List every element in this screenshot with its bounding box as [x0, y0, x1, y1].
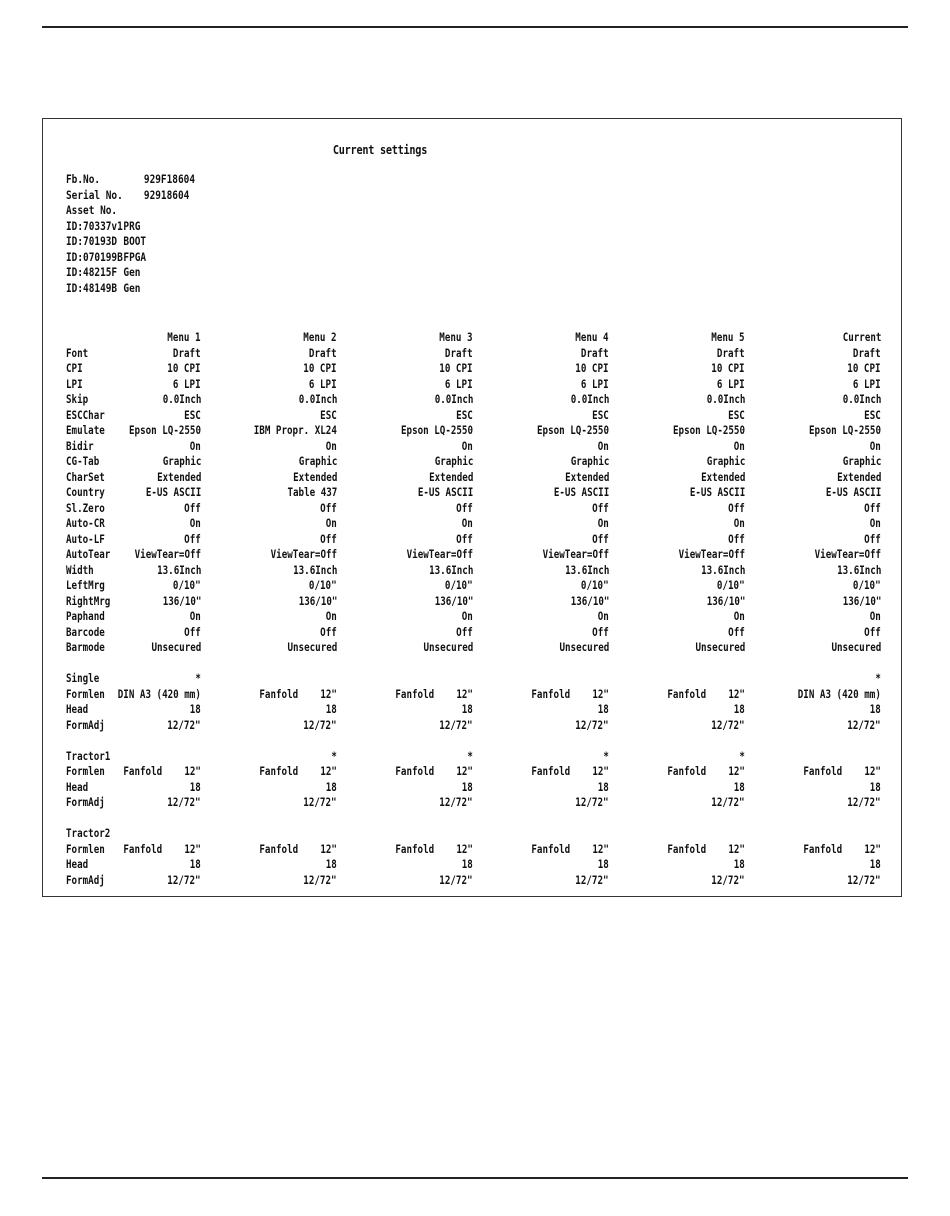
cell-value: 12/72": [711, 872, 745, 887]
group-row: [66, 764, 881, 780]
cell-value: 136/10": [570, 593, 609, 608]
group-header-row: [66, 826, 881, 842]
cell-value: 18: [189, 857, 201, 871]
setting-row: [66, 423, 881, 439]
setting-row: [66, 516, 881, 532]
cell-value: Graphic: [434, 454, 473, 468]
row-label: Formlen: [66, 841, 105, 856]
cell-value: Epson LQ-2550: [808, 423, 881, 437]
group-row: [66, 842, 881, 858]
row-label: Paphand: [66, 609, 105, 623]
row-label: Auto-LF: [66, 531, 105, 546]
cell-value: 0.0Inch: [570, 392, 609, 406]
setting-row: [66, 392, 881, 408]
info-line: [66, 188, 195, 204]
cell-value: Menu 3: [439, 330, 473, 344]
group-row: [66, 718, 881, 734]
cell-value: 12/72": [575, 717, 609, 732]
cell-value: E-US ASCII: [825, 485, 881, 499]
cell-value: Graphic: [842, 454, 881, 468]
cell-value: *: [467, 748, 473, 763]
cell-value: Table 437: [287, 485, 337, 499]
row-label: CG-Tab: [66, 454, 100, 468]
setting-row: [66, 625, 881, 641]
cell-value: Off: [456, 531, 473, 546]
cell-value: Menu 2: [303, 330, 337, 344]
cell-value: Off: [864, 500, 881, 515]
cell-value: 12/72": [439, 795, 473, 809]
cell-value: 10 CPI: [439, 361, 473, 375]
cell-value: ESC: [864, 407, 881, 422]
cell-value: 18: [325, 857, 337, 871]
group-row: [66, 795, 881, 811]
row-label: Country: [66, 485, 105, 499]
row-label: LPI: [66, 376, 83, 391]
cell-value: Unsecured: [695, 640, 745, 654]
cell-value: 0/10": [173, 578, 201, 592]
cell-value: Extended: [836, 469, 881, 484]
cell-value: 18: [733, 857, 745, 871]
row-label: Barmode: [66, 640, 105, 654]
cell-value: 18: [733, 702, 745, 716]
cell-value: On: [189, 609, 201, 623]
row-label: Head: [66, 779, 89, 794]
row-label: FormAdj: [66, 872, 105, 887]
cell-value: Extended: [564, 469, 609, 484]
cell-value: *: [739, 748, 745, 763]
cell-value: 18: [869, 857, 881, 871]
info-value: Gen: [123, 265, 141, 279]
row-label: FormAdj: [66, 717, 105, 732]
cell-value: Fanfold 12": [803, 841, 881, 856]
cell-value: Unsecured: [831, 640, 881, 654]
cell-value: Extended: [156, 469, 201, 484]
cell-value: Epson LQ-2550: [128, 423, 201, 437]
cell-value: 10 CPI: [167, 361, 201, 375]
cell-value: Fanfold 12": [259, 764, 337, 778]
cell-value: 12/72": [303, 717, 337, 732]
group-row: [66, 873, 881, 889]
cell-value: 18: [461, 779, 473, 794]
cell-value: 18: [189, 779, 201, 794]
cell-value: On: [325, 516, 337, 530]
cell-value: 0/10": [445, 578, 473, 592]
setting-row: [66, 594, 881, 610]
row-label: Tractor1: [66, 748, 111, 763]
cell-value: 0/10": [581, 578, 609, 592]
cell-value: On: [597, 609, 609, 623]
setting-row: [66, 578, 881, 594]
cell-value: 10 CPI: [847, 361, 881, 375]
setting-row: [66, 439, 881, 455]
cell-value: Extended: [292, 469, 337, 484]
cell-value: 18: [325, 779, 337, 794]
cell-value: 13.6Inch: [564, 562, 609, 577]
cell-value: 12/72": [847, 795, 881, 809]
cell-value: On: [597, 516, 609, 530]
setting-row: [66, 470, 881, 486]
cell-value: 13.6Inch: [836, 562, 881, 577]
cell-value: 12/72": [167, 872, 201, 887]
info-label: Serial No.: [66, 187, 123, 202]
cell-value: 136/10": [162, 593, 201, 608]
cell-value: 6 LPI: [309, 376, 337, 391]
cell-value: On: [597, 438, 609, 453]
column-header-row: [66, 330, 881, 346]
cell-value: Epson LQ-2550: [672, 423, 745, 437]
row-label: CharSet: [66, 469, 105, 484]
row-label: Sl.Zero: [66, 500, 105, 515]
cell-value: 18: [733, 779, 745, 794]
cell-value: 6 LPI: [717, 376, 745, 391]
row-label: Font: [66, 345, 89, 360]
cell-value: On: [189, 516, 201, 530]
cell-value: Off: [320, 531, 337, 546]
cell-value: Graphic: [570, 454, 609, 468]
top-rule: [42, 26, 908, 28]
cell-value: *: [603, 748, 609, 763]
cell-value: ViewTear=Off: [406, 547, 473, 561]
cell-value: E-US ASCII: [417, 485, 473, 499]
cell-value: On: [325, 438, 337, 453]
bottom-rule: [42, 1177, 908, 1179]
cell-value: Off: [456, 624, 473, 639]
cell-value: 18: [461, 857, 473, 871]
cell-value: 0/10": [717, 578, 745, 592]
info-label: ID:70337v1: [66, 218, 123, 233]
cell-value: Off: [456, 500, 473, 515]
cell-value: 0.0Inch: [706, 392, 745, 406]
cell-value: 0.0Inch: [842, 392, 881, 406]
cell-value: ESC: [456, 407, 473, 422]
cell-value: ESC: [184, 407, 201, 422]
cell-value: 12/72": [303, 795, 337, 809]
cell-value: 136/10": [842, 593, 881, 608]
info-line: [66, 250, 195, 266]
info-label: Fb.No.: [66, 172, 101, 186]
cell-value: Off: [184, 531, 201, 546]
row-label: CPI: [66, 361, 83, 375]
cell-value: ESC: [320, 407, 337, 422]
setting-row: [66, 485, 881, 501]
cell-value: Draft: [717, 345, 745, 360]
page-title: Current settings: [332, 143, 428, 157]
cell-value: 18: [869, 702, 881, 716]
group-header-row: [66, 749, 881, 765]
cell-value: 13.6Inch: [428, 562, 473, 577]
cell-value: Graphic: [298, 454, 337, 468]
group-spacer: [66, 656, 881, 672]
cell-value: Fanfold 12": [667, 764, 745, 778]
row-label: Tractor2: [66, 826, 111, 840]
cell-value: 136/10": [298, 593, 337, 608]
cell-value: Fanfold 12": [395, 686, 473, 701]
cell-value: *: [195, 671, 201, 685]
cell-value: ViewTear=Off: [134, 547, 201, 561]
cell-value: 12/72": [711, 795, 745, 809]
cell-value: ViewTear=Off: [814, 547, 881, 561]
cell-value: Unsecured: [423, 640, 473, 654]
cell-value: DIN A3 (420 mm): [117, 686, 201, 701]
cell-value: 10 CPI: [575, 361, 609, 375]
cell-value: Unsecured: [559, 640, 609, 654]
cell-value: 13.6Inch: [292, 562, 337, 577]
row-label: Barcode: [66, 624, 105, 639]
group-row: [66, 857, 881, 873]
cell-value: 12/72": [847, 717, 881, 732]
cell-value: Off: [592, 624, 609, 639]
cell-value: 12/72": [167, 717, 201, 732]
cell-value: 18: [597, 857, 609, 871]
row-label: Head: [66, 857, 89, 871]
cell-value: 6 LPI: [173, 376, 201, 391]
cell-value: E-US ASCII: [689, 485, 745, 499]
cell-value: Off: [864, 531, 881, 546]
info-line: [66, 234, 195, 250]
setting-row: [66, 501, 881, 517]
group-row: [66, 687, 881, 703]
cell-value: 13.6Inch: [156, 562, 201, 577]
row-label: Auto-CR: [66, 516, 105, 530]
cell-value: 12/72": [439, 872, 473, 887]
cell-value: *: [875, 671, 881, 685]
cell-value: Menu 1: [167, 330, 201, 344]
cell-value: On: [869, 609, 881, 623]
info-value: Gen: [123, 280, 141, 295]
cell-value: Fanfold 12": [531, 841, 609, 856]
cell-value: DIN A3 (420 mm): [797, 686, 881, 701]
cell-value: Draft: [853, 345, 881, 360]
info-value: BOOT: [123, 234, 147, 248]
cell-value: Off: [864, 624, 881, 639]
cell-value: On: [869, 438, 881, 453]
cell-value: 18: [869, 779, 881, 794]
cell-value: Extended: [700, 469, 745, 484]
info-line: [66, 265, 195, 281]
group-spacer: [66, 733, 881, 749]
cell-value: On: [461, 609, 473, 623]
row-label: Formlen: [66, 764, 105, 778]
cell-value: Off: [592, 500, 609, 515]
cell-value: 12/72": [439, 717, 473, 732]
cell-value: Fanfold 12": [123, 841, 201, 856]
group-spacer: [66, 811, 881, 827]
cell-value: On: [869, 516, 881, 530]
cell-value: 18: [189, 702, 201, 716]
cell-value: On: [461, 438, 473, 453]
cell-value: 12/72": [575, 795, 609, 809]
cell-value: Fanfold 12": [667, 686, 745, 701]
info-line: [66, 172, 195, 188]
setting-row: [66, 640, 881, 656]
info-line: [66, 219, 195, 235]
cell-value: 0.0Inch: [162, 392, 201, 406]
cell-value: ViewTear=Off: [270, 547, 337, 561]
cell-value: 12/72": [711, 717, 745, 732]
cell-value: Extended: [428, 469, 473, 484]
setting-row: [66, 346, 881, 362]
cell-value: 12/72": [575, 872, 609, 887]
setting-row: [66, 547, 881, 563]
cell-value: E-US ASCII: [553, 485, 609, 499]
cell-value: Fanfold 12": [803, 764, 881, 778]
cell-value: Draft: [309, 345, 337, 360]
cell-value: Off: [592, 531, 609, 546]
setting-row: [66, 377, 881, 393]
cell-value: Draft: [445, 345, 473, 360]
cell-value: IBM Propr. XL24: [253, 423, 337, 437]
row-label: LeftMrg: [66, 578, 105, 592]
cell-value: ViewTear=Off: [678, 547, 745, 561]
cell-value: Fanfold 12": [259, 841, 337, 856]
cell-value: Fanfold 12": [395, 841, 473, 856]
cell-value: On: [189, 438, 201, 453]
cell-value: 0/10": [309, 578, 337, 592]
info-label: ID:48149B: [66, 280, 118, 295]
cell-value: 12/72": [847, 872, 881, 887]
cell-value: Fanfold 12": [123, 764, 201, 778]
cell-value: On: [325, 609, 337, 623]
cell-value: Off: [320, 500, 337, 515]
cell-value: 6 LPI: [445, 376, 473, 391]
cell-value: ViewTear=Off: [542, 547, 609, 561]
cell-value: Unsecured: [151, 640, 201, 654]
cell-value: 0.0Inch: [434, 392, 473, 406]
cell-value: 10 CPI: [711, 361, 745, 375]
cell-value: Current: [842, 330, 881, 344]
row-label: Single: [66, 671, 100, 685]
cell-value: Menu 5: [711, 330, 745, 344]
cell-value: 18: [597, 779, 609, 794]
group-header-row: [66, 671, 881, 687]
cell-value: Off: [184, 500, 201, 515]
info-label: ID:70193D: [66, 234, 118, 248]
row-label: ESCChar: [66, 407, 105, 422]
cell-value: Fanfold 12": [259, 686, 337, 701]
cell-value: Menu 4: [575, 330, 609, 344]
row-label: AutoTear: [66, 547, 111, 561]
cell-value: 6 LPI: [581, 376, 609, 391]
row-label: Head: [66, 702, 89, 716]
cell-value: Off: [320, 624, 337, 639]
row-label: RightMrg: [66, 593, 111, 608]
row-label: Width: [66, 562, 94, 577]
info-value: 92918604: [143, 187, 190, 202]
info-label: ID:070199B: [66, 249, 123, 264]
cell-value: Off: [728, 500, 745, 515]
info-value: 929F18604: [143, 172, 195, 186]
cell-value: Fanfold 12": [667, 841, 745, 856]
cell-value: ESC: [592, 407, 609, 422]
row-label: FormAdj: [66, 795, 105, 809]
info-label: ID:48215F: [66, 265, 118, 279]
cell-value: Off: [728, 624, 745, 639]
setting-row: [66, 609, 881, 625]
info-label: Asset No.: [66, 203, 118, 217]
cell-value: Graphic: [706, 454, 745, 468]
cell-value: Draft: [173, 345, 201, 360]
setting-row: [66, 563, 881, 579]
cell-value: E-US ASCII: [145, 485, 201, 499]
cell-value: 6 LPI: [853, 376, 881, 391]
cell-value: 10 CPI: [303, 361, 337, 375]
cell-value: 136/10": [434, 593, 473, 608]
group-row: [66, 780, 881, 796]
cell-value: Unsecured: [287, 640, 337, 654]
cell-value: On: [733, 609, 745, 623]
cell-value: Off: [184, 624, 201, 639]
cell-value: On: [733, 516, 745, 530]
cell-value: Epson LQ-2550: [536, 423, 609, 437]
row-label: Formlen: [66, 686, 105, 701]
cell-value: 136/10": [706, 593, 745, 608]
cell-value: 18: [461, 702, 473, 716]
cell-value: Fanfold 12": [395, 764, 473, 778]
setting-row: [66, 361, 881, 377]
cell-value: 18: [597, 702, 609, 716]
device-info: [66, 172, 223, 296]
cell-value: On: [733, 438, 745, 453]
cell-value: *: [331, 748, 337, 763]
cell-value: On: [461, 516, 473, 530]
row-label: Skip: [66, 392, 89, 406]
cell-value: 18: [325, 702, 337, 716]
setting-row: [66, 408, 881, 424]
setting-row: [66, 454, 881, 470]
cell-value: 12/72": [167, 795, 201, 809]
cell-value: Graphic: [162, 454, 201, 468]
cell-value: Fanfold 12": [531, 764, 609, 778]
cell-value: 12/72": [303, 872, 337, 887]
row-label: Emulate: [66, 423, 105, 437]
cell-value: 13.6Inch: [700, 562, 745, 577]
cell-value: Fanfold 12": [531, 686, 609, 701]
info-value: PRG: [123, 218, 141, 233]
cell-value: Draft: [581, 345, 609, 360]
cell-value: 0.0Inch: [298, 392, 337, 406]
info-line: [66, 203, 195, 219]
group-row: [66, 702, 881, 718]
setting-row: [66, 532, 881, 548]
cell-value: 0/10": [853, 578, 881, 592]
cell-value: ESC: [728, 407, 745, 422]
info-line: [66, 281, 195, 297]
settings-table: [66, 330, 881, 888]
info-value: FPGA: [123, 249, 147, 264]
cell-value: Epson LQ-2550: [400, 423, 473, 437]
row-label: Bidir: [66, 438, 94, 453]
cell-value: Off: [728, 531, 745, 546]
